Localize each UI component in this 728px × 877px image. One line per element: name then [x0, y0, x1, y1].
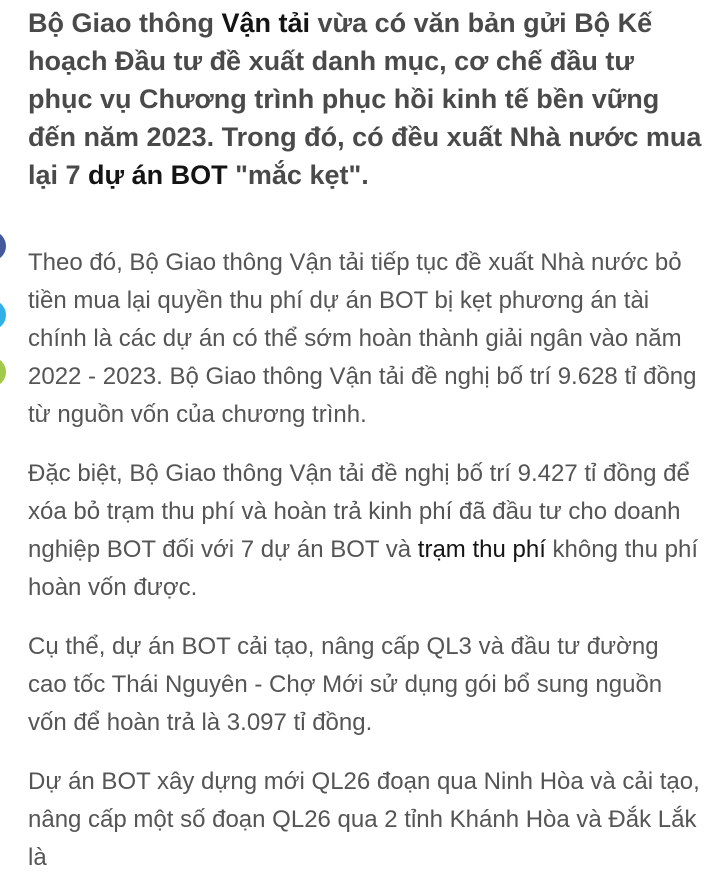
- paragraph: [28, 455, 702, 607]
- article-body: [28, 244, 702, 877]
- text-run: Bộ Giao thông: [28, 8, 222, 38]
- inline-link[interactable]: dự án BOT: [88, 160, 228, 190]
- inline-link[interactable]: Vận tải: [221, 8, 311, 38]
- text-run: không thu phí hoàn vốn được.: [28, 536, 698, 601]
- inline-link[interactable]: trạm thu phí: [417, 536, 546, 563]
- paragraph: [28, 244, 702, 434]
- text-run: vừa có văn bản gửi Bộ Kế hoạch Đầu tư đề xuất danh mục, cơ chế đầu tư phục vụ Chương trình phục hồi kinh tế bền vững đến năm 2023. Trong đó, có đều xuất Nhà nước mua lại 7: [28, 8, 702, 190]
- paragraph: [28, 763, 702, 877]
- paragraph: [28, 628, 702, 742]
- lead-paragraph: [28, 4, 702, 194]
- text-run: Dự án BOT xây dựng mới QL26 đoạn qua Ninh Hòa và cải tạo, nâng cấp một số đoạn QL26 qua 2 tỉnh Khánh Hòa và Đắk Lắk là: [28, 768, 700, 871]
- text-run: Cụ thể, dự án BOT cải tạo, nâng cấp QL3 và đầu tư đường cao tốc Thái Nguyên - Chợ Mới sử dụng gói bổ sung nguồn vốn để hoàn trả là 3.097 tỉ đồng.: [28, 633, 663, 736]
- text-run: Đặc biệt, Bộ Giao thông Vận tải đề nghị bố trí 9.427 tỉ đồng để xóa bỏ trạm thu phí và hoàn trả kinh phí đã đầu tư cho doanh nghiệp BOT đối với 7 dự án BOT và: [28, 460, 690, 563]
- text-run: Theo đó, Bộ Giao thông Vận tải tiếp tục đề xuất Nhà nước bỏ tiền mua lại quyền thu phí dự án BOT bị kẹt phương án tài chính là các dự án có thể sớm hoàn thành giải ngân vào năm 2022 - 2023. Bộ Giao thông Vận tải đề nghị bố trí 9.628 tỉ đồng từ nguồn vốn của chương trình.: [28, 249, 697, 428]
- text-run: "mắc kẹt".: [227, 160, 369, 190]
